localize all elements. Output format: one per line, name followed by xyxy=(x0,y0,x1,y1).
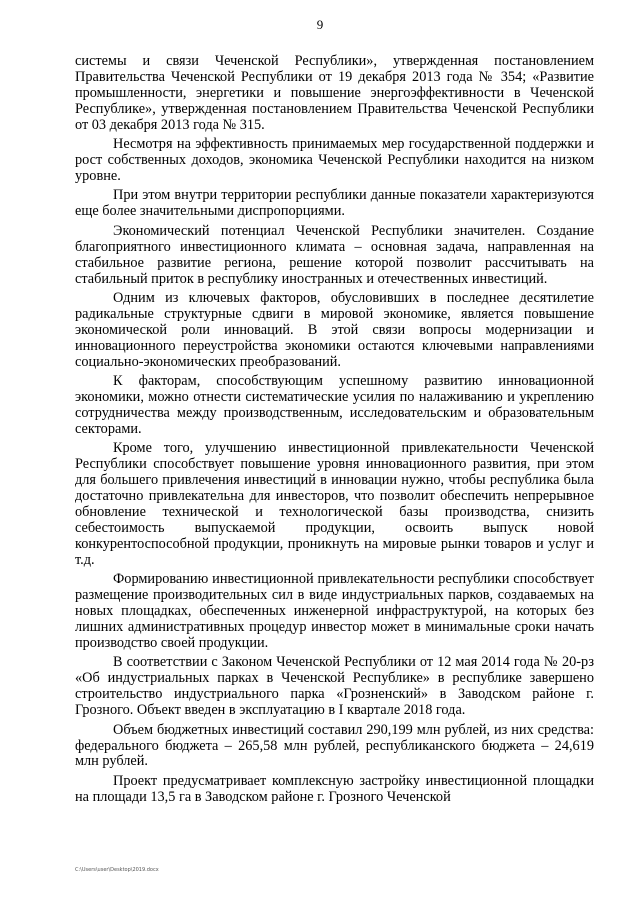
paragraph-1: системы и связи Чеченской Республики», утвержденная постановлением Правительства Чеченской Республики от 19 декабря 2013 года № 354; «Развитие промышленности, энергетики и повышение энергоэффективности в Чеченской Республике», утвержденная постановлением Правительства Чеченской Республики от 03 декабря 2013 года № 315. xyxy=(75,53,594,133)
footer-file-path: C:\Users\user\Desktop\2019.docx xyxy=(75,867,159,873)
paragraph-10: Объем бюджетных инвестиций составил 290,199 млн рублей, из них средства: федерального бюджета – 265,58 млн рублей, республиканского бюджета – 24,619 млн рублей. xyxy=(75,721,594,770)
body-text xyxy=(75,54,594,809)
paragraph-3: При этом внутри территории республики данные показатели характеризуются еще более значительными диспропорциями. xyxy=(75,187,594,220)
paragraph-2: Несмотря на эффективность принимаемых мер государственной поддержки и рост собственных доходов, экономика Чеченской Республики находится на низком уровне. xyxy=(75,136,594,184)
paragraph-5: Одним из ключевых факторов, обусловивших в последнее десятилетие радикальные структурные сдвиги в мировой экономике, является повышение экономической роли инноваций. В этой связи вопросы модернизации и инновационного переустройства экономики остаются ключевыми направлениями социально-экономических преобразований. xyxy=(75,290,594,370)
paragraph-7: Кроме того, улучшению инвестиционной привлекательности Чеченской Республики способствует повышение уровня инновационного развития, при этом для большего привлечения инвестиций в инновации нужно, чтобы республика была достаточно привлекательна для инвесторов, что позволит обеспечить непрерывное обновление технической и технологической базы производства, снизить себестоимость выпускаемой продукции, освоить выпуск новой конкурентоспособной продукции, проникнуть на мировые рынки товаров и услуг и т.д. xyxy=(75,440,594,568)
page-number: 9 xyxy=(316,17,324,32)
paragraph-11: Проект предусматривает комплексную застройку инвестиционной площадки на площади 13,5 га в Заводском районе г. Грозного Чеченской xyxy=(75,772,594,805)
paragraph-8: Формированию инвестиционной привлекательности республики способствует размещение производительных сил в виде индустриальных парков, создаваемых на новых площадках, обеспеченных инженерной инфраструктурой, на которых без лишних административных процедур инвестор может в минимальные сроки начать производство своей продукции. xyxy=(75,571,594,651)
paragraph-6: К факторам, способствующим успешному развитию инновационной экономики, можно отнести систематические усилия по налаживанию и укреплению сотрудничества между производственным, исследовательским и образовательным секторами. xyxy=(75,373,594,437)
paragraph-9: В соответствии с Законом Чеченской Республики от 12 мая 2014 года № 20-рз «Об индустриальных парках в Чеченской Республике» в республике завершено строительство индустриального парка «Грозненский» в Заводском районе г. Грозного. Объект введен в эксплуатацию в I квартале 2018 года. xyxy=(75,654,594,719)
paragraph-4: Экономический потенциал Чеченской Республики значителен. Создание благоприятного инвестиционного климата – основная задача, направленная на стабильное развитие региона, решение которой позволит рассчитывать на стабильный приток в республику иностранных и отечественных инвестиций. xyxy=(75,222,594,287)
